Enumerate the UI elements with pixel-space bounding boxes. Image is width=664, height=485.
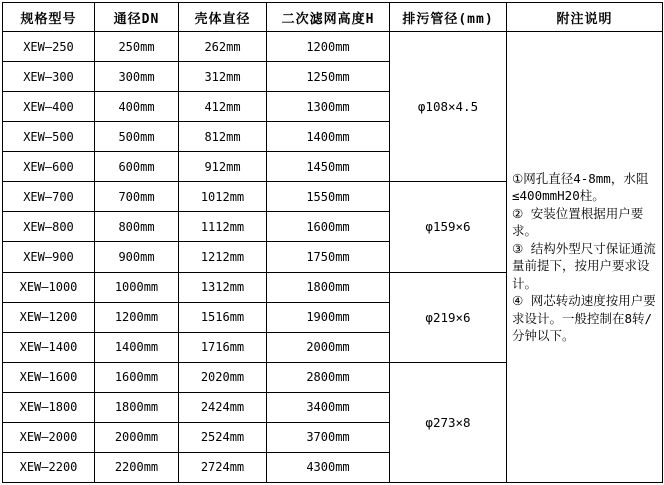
- note-line: ③ 结构外型尺寸保证通流量前提下，按用户要求设计。: [512, 240, 656, 291]
- cell-model: XEW—400: [3, 92, 95, 122]
- note-line: ①网孔直径4-8mm，水阻≤400mmH20柱。: [512, 170, 649, 203]
- cell-dn: 400mm: [95, 92, 179, 122]
- cell-shell: 1112mm: [179, 212, 267, 242]
- cell-dn: 1000mm: [95, 272, 179, 302]
- cell-model: XEW—2000: [3, 422, 95, 452]
- notes-cell: [507, 32, 663, 483]
- cell-model: XEW—1600: [3, 362, 95, 392]
- cell-height: 1400mm: [267, 122, 390, 152]
- cell-height: 1300mm: [267, 92, 390, 122]
- cell-shell: 912mm: [179, 152, 267, 182]
- table-header-row: [3, 3, 663, 32]
- cell-shell: 2724mm: [179, 452, 267, 482]
- cell-model: XEW—500: [3, 122, 95, 152]
- cell-height: 1550mm: [267, 182, 390, 212]
- table-row: [3, 32, 663, 62]
- cell-shell: 812mm: [179, 122, 267, 152]
- cell-height: 1450mm: [267, 152, 390, 182]
- cell-model: XEW—1000: [3, 272, 95, 302]
- column-header-shell-diameter: 壳体直径: [179, 3, 267, 32]
- note-line: ④ 网芯转动速度按用户要求设计。一般控制在8转/分钟以下。: [512, 293, 656, 343]
- cell-shell: 412mm: [179, 92, 267, 122]
- cell-model: XEW—800: [3, 212, 95, 242]
- cell-model: XEW—600: [3, 152, 95, 182]
- cell-model: XEW—1400: [3, 332, 95, 362]
- cell-height: 4300mm: [267, 452, 390, 482]
- cell-dn: 1200mm: [95, 302, 179, 332]
- cell-dn: 1800mm: [95, 392, 179, 422]
- cell-shell: 1716mm: [179, 332, 267, 362]
- cell-shell: 2524mm: [179, 422, 267, 452]
- cell-shell: 312mm: [179, 62, 267, 92]
- cell-model: XEW—250: [3, 32, 95, 62]
- cell-dn: 500mm: [95, 122, 179, 152]
- cell-height: 1900mm: [267, 302, 390, 332]
- cell-shell: 262mm: [179, 32, 267, 62]
- cell-dn: 600mm: [95, 152, 179, 182]
- cell-model: XEW—300: [3, 62, 95, 92]
- table-body: [3, 32, 663, 483]
- cell-dn: 300mm: [95, 62, 179, 92]
- cell-drain-pipe-size: φ159×6: [390, 182, 507, 272]
- note-line: ② 安装位置根据用户要求。: [512, 205, 644, 238]
- cell-shell: 2424mm: [179, 392, 267, 422]
- cell-height: 1250mm: [267, 62, 390, 92]
- cell-shell: 1212mm: [179, 242, 267, 272]
- cell-model: XEW—900: [3, 242, 95, 272]
- column-header-dn: 通径DN: [95, 3, 179, 32]
- cell-dn: 700mm: [95, 182, 179, 212]
- cell-dn: 1400mm: [95, 332, 179, 362]
- cell-dn: 900mm: [95, 242, 179, 272]
- cell-shell: 1012mm: [179, 182, 267, 212]
- cell-height: 1750mm: [267, 242, 390, 272]
- cell-shell: 1312mm: [179, 272, 267, 302]
- cell-shell: 1516mm: [179, 302, 267, 332]
- cell-dn: 2000mm: [95, 422, 179, 452]
- cell-height: 3400mm: [267, 392, 390, 422]
- spec-table: [2, 2, 663, 483]
- column-header-filter-height: 二次滤网高度H: [267, 3, 390, 32]
- cell-model: XEW—2200: [3, 452, 95, 482]
- cell-dn: 1600mm: [95, 362, 179, 392]
- cell-height: 1600mm: [267, 212, 390, 242]
- cell-height: 3700mm: [267, 422, 390, 452]
- column-header-drain-pipe-size: 排污管径(mm): [390, 3, 507, 32]
- cell-drain-pipe-size: φ108×4.5: [390, 32, 507, 182]
- cell-dn: 800mm: [95, 212, 179, 242]
- cell-model: XEW—1800: [3, 392, 95, 422]
- cell-height: 2800mm: [267, 362, 390, 392]
- cell-height: 1200mm: [267, 32, 390, 62]
- column-header-notes: 附注说明: [507, 3, 663, 32]
- cell-height: 2000mm: [267, 332, 390, 362]
- cell-dn: 2200mm: [95, 452, 179, 482]
- cell-dn: 250mm: [95, 32, 179, 62]
- cell-height: 1800mm: [267, 272, 390, 302]
- cell-model: XEW—1200: [3, 302, 95, 332]
- cell-shell: 2020mm: [179, 362, 267, 392]
- table-head: [3, 3, 663, 32]
- cell-drain-pipe-size: φ219×6: [390, 272, 507, 362]
- column-header-model: 规格型号: [3, 3, 95, 32]
- cell-drain-pipe-size: φ273×8: [390, 362, 507, 482]
- cell-model: XEW—700: [3, 182, 95, 212]
